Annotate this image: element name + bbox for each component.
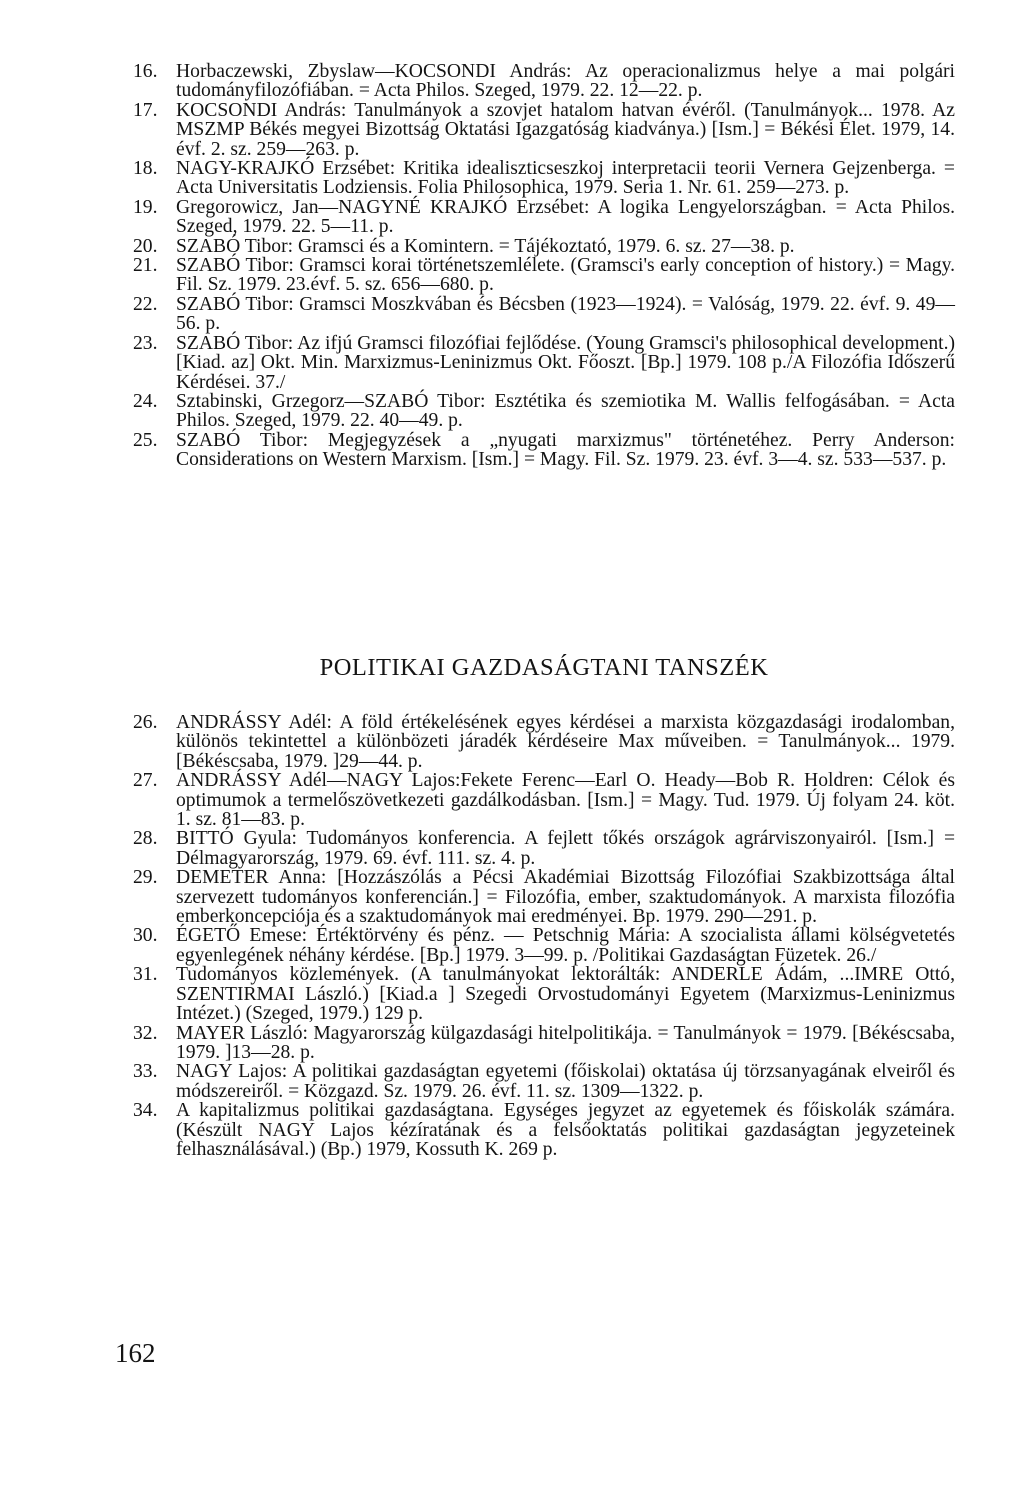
bibliography-list-top <box>133 62 955 470</box>
entry-text: NAGY-KRAJKÓ Erzsébet: Kritika idealiszticseszkoj interpretacii teorii Vernera Gejzenberga. = Acta Universitatis Lodziensis. Folia Philosophica, 1979. Seria 1. Nr. 61. 259—273. p. <box>176 158 955 199</box>
bibliography-entry <box>133 431 955 470</box>
entry-text: Gregorowicz, Jan—NAGYNÉ KRAJKÓ Erzsébet: A logika Lengyelországban. = Acta Philos. Szeged, 1979. 22. 5—11. p. <box>176 196 955 238</box>
entry-text: SZABÓ Tibor: Az ifjú Gramsci filozófiai fejlődése. (Young Gramsci's philosophical development.) [Kiad. az] Okt. Min. Marxizmus-Leninizmus Okt. Főoszt. [Bp.] 1979. 108 p./A Filozófia Időszerű Kérdései. 37./ <box>176 332 955 393</box>
entry-number: 30. <box>133 925 158 947</box>
entry-text: ANDRÁSSY Adél—NAGY Lajos:Fekete Ferenc—Earl O. Heady—Bob R. Holdren: Célok és optimumok a termelőszövetkezeti gazdálkodásban. [Ism.] = Magy. Tud. 1979. Új folyam 24. köt. 1. sz. 81—83. p. <box>176 770 955 831</box>
bibliography-entry <box>133 334 955 392</box>
bibliography-entry <box>133 1024 955 1063</box>
entry-text: MAYER László: Magyarország külgazdasági hitelpolitikája. = Tanulmányok = 1979. [Békéscsaba, 1979. ]13—28. p. <box>176 1022 955 1063</box>
entry-text: SZABÓ Tibor: Gramsci Moszkvában és Bécsben (1923—1924). = Valóság, 1979. 22. évf. 9. 49—56. p. <box>176 293 955 335</box>
entry-text: ÉGETŐ Emese: Értéktörvény és pénz. — Petschnig Mária: A szocialista állami kölségvetetés egyenlegének néhány kérdése. [Bp.] 1979. 3—99. p. /Politikai Gazdaságtan Füzetek. 26./ <box>176 925 955 966</box>
entry-text: Sztabinski, Grzegorz—SZABÓ Tibor: Esztétika és szemiotika M. Wallis felfogásában. = Acta Philos. Szeged, 1979. 22. 40—49. p. <box>176 390 955 432</box>
page-number: 162 <box>115 1338 156 1368</box>
entry-number: 20. <box>133 235 158 257</box>
bibliography-entry <box>133 868 955 926</box>
bibliography-entry <box>133 713 955 771</box>
bibliography-entry <box>133 295 955 334</box>
entry-text: SZABÓ Tibor: Gramsci és a Komintern. = Tájékoztató, 1979. 6. sz. 27—38. p. <box>176 235 795 257</box>
bibliography-entry <box>133 829 955 868</box>
entry-text: BITTÓ Gyula: Tudományos konferencia. A fejlett tőkés országok agrárviszonyairól. [Ism.] = Délmagyarország, 1979. 69. évf. 111. sz. 4. p. <box>176 828 955 869</box>
entry-text: Horbaczewski, Zbyslaw—KOCSONDI András: Az operacionalizmus helye a mai polgári tudományfilozófiában. = Acta Philos. Szeged, 1979. 22. 12—22. p. <box>176 61 955 102</box>
entry-number: 31. <box>133 964 158 986</box>
entry-number: 23. <box>133 332 158 354</box>
entry-text: Tudományos közlemények. (A tanulmányokat lektorálták: ANDERLE Ádám, ...IMRE Ottó, SZENTIRMAI László.) [Kiad.a ] Szegedi Orvostudományi Egyetem (Marxizmus-Leninizmus Intézet.) (Szeged, 1979.) 129 p. <box>176 964 955 1025</box>
entry-number: 34. <box>133 1100 158 1122</box>
entry-number: 22. <box>133 293 158 315</box>
entry-number: 21. <box>133 255 158 277</box>
bibliography-entry <box>133 392 955 431</box>
entry-number: 16. <box>133 61 158 82</box>
entry-text: NAGY Lajos: A politikai gazdaságtan egyetemi (főiskolai) oktatása új törzsanyagának elveiről és módszereiről. = Közgazd. Sz. 1979. 26. évf. 11. sz. 1309—1322. p. <box>176 1061 955 1102</box>
bibliography-entry <box>133 159 955 198</box>
entry-text: DEMETER Anna: [Hozzászólás a Pécsi Akadémiai Bizottság Filozófiai Szakbizottsága által szervezett tudományos konferencián.] = Filozófia, ember, szaktudományok. A marxista filozófia emberkoncepciója és a szaktudományok mai eredményei. Bp. 1979. 290—291. p. <box>176 867 955 928</box>
entry-number: 17. <box>133 99 158 121</box>
entry-number: 24. <box>133 390 158 412</box>
bibliography-entry <box>133 926 955 965</box>
entry-text: SZABÓ Tibor: Gramsci korai történetszemlélete. (Gramsci's early conception of history.) = Magy. Fil. Sz. 1979. 23.évf. 5. sz. 656—680. p. <box>176 255 955 296</box>
entry-number: 33. <box>133 1061 158 1083</box>
bibliography-entry <box>133 198 955 237</box>
bibliography-entry <box>133 101 955 159</box>
entry-text: A kapitalizmus politikai gazdaságtana. Egységes jegyzet az egyetemek és főiskolák számára. (Készült NAGY Lajos kézíratának és a felsőoktatás politikai gazdaságtan jegyzeteinek felhasználásával.) (Bp.) 1979, Kossuth K. 269 p. <box>176 1100 955 1160</box>
entry-number: 32. <box>133 1022 158 1044</box>
entry-number: 27. <box>133 770 158 792</box>
entry-number: 25. <box>133 429 158 451</box>
entry-number: 19. <box>133 196 158 218</box>
entry-number: 28. <box>133 828 158 850</box>
entry-number: 18. <box>133 158 158 180</box>
entry-text: ANDRÁSSY Adél: A föld értékelésének egyes kérdései a marxista közgazdasági irodalomban, különös tekintettel a különbözeti járadék kérdéseire Max műveiben. = Tanulmányok... 1979. [Békéscsaba, 1979. ]29—44. p. <box>176 712 955 772</box>
entry-text: KOCSONDI András: Tanulmányok a szovjet hatalom hatvan évéről. (Tanulmányok... 1978. Az MSZMP Békés megyei Bizottság Oktatási Igazgatóság kiadványa.) [Ism.] = Békési Élet. 1979, 14. évf. 2. sz. 259—263. p. <box>176 99 955 160</box>
entry-number: 29. <box>133 867 158 889</box>
bibliography-entry <box>133 62 955 101</box>
entry-text: SZABÓ Tibor: Megjegyzések a „nyugati marxizmus" történetéhez. Perry Anderson: Considerations on Western Marxism. [Ism.] = Magy. Fil. Sz. 1979. 23. évf. 3—4. sz. 533—537. p. <box>176 429 955 471</box>
bibliography-list-bottom <box>133 713 955 1159</box>
bibliography-entry <box>133 1062 955 1101</box>
bibliography-entry <box>133 256 955 295</box>
bibliography-entry <box>133 965 955 1023</box>
entry-number: 26. <box>133 712 158 733</box>
bibliography-entry <box>133 237 955 256</box>
section-heading: POLITIKAI GAZDASÁGTANI TANSZÉK <box>319 654 769 681</box>
bibliography-entry <box>133 1101 955 1159</box>
bibliography-entry <box>133 771 955 829</box>
